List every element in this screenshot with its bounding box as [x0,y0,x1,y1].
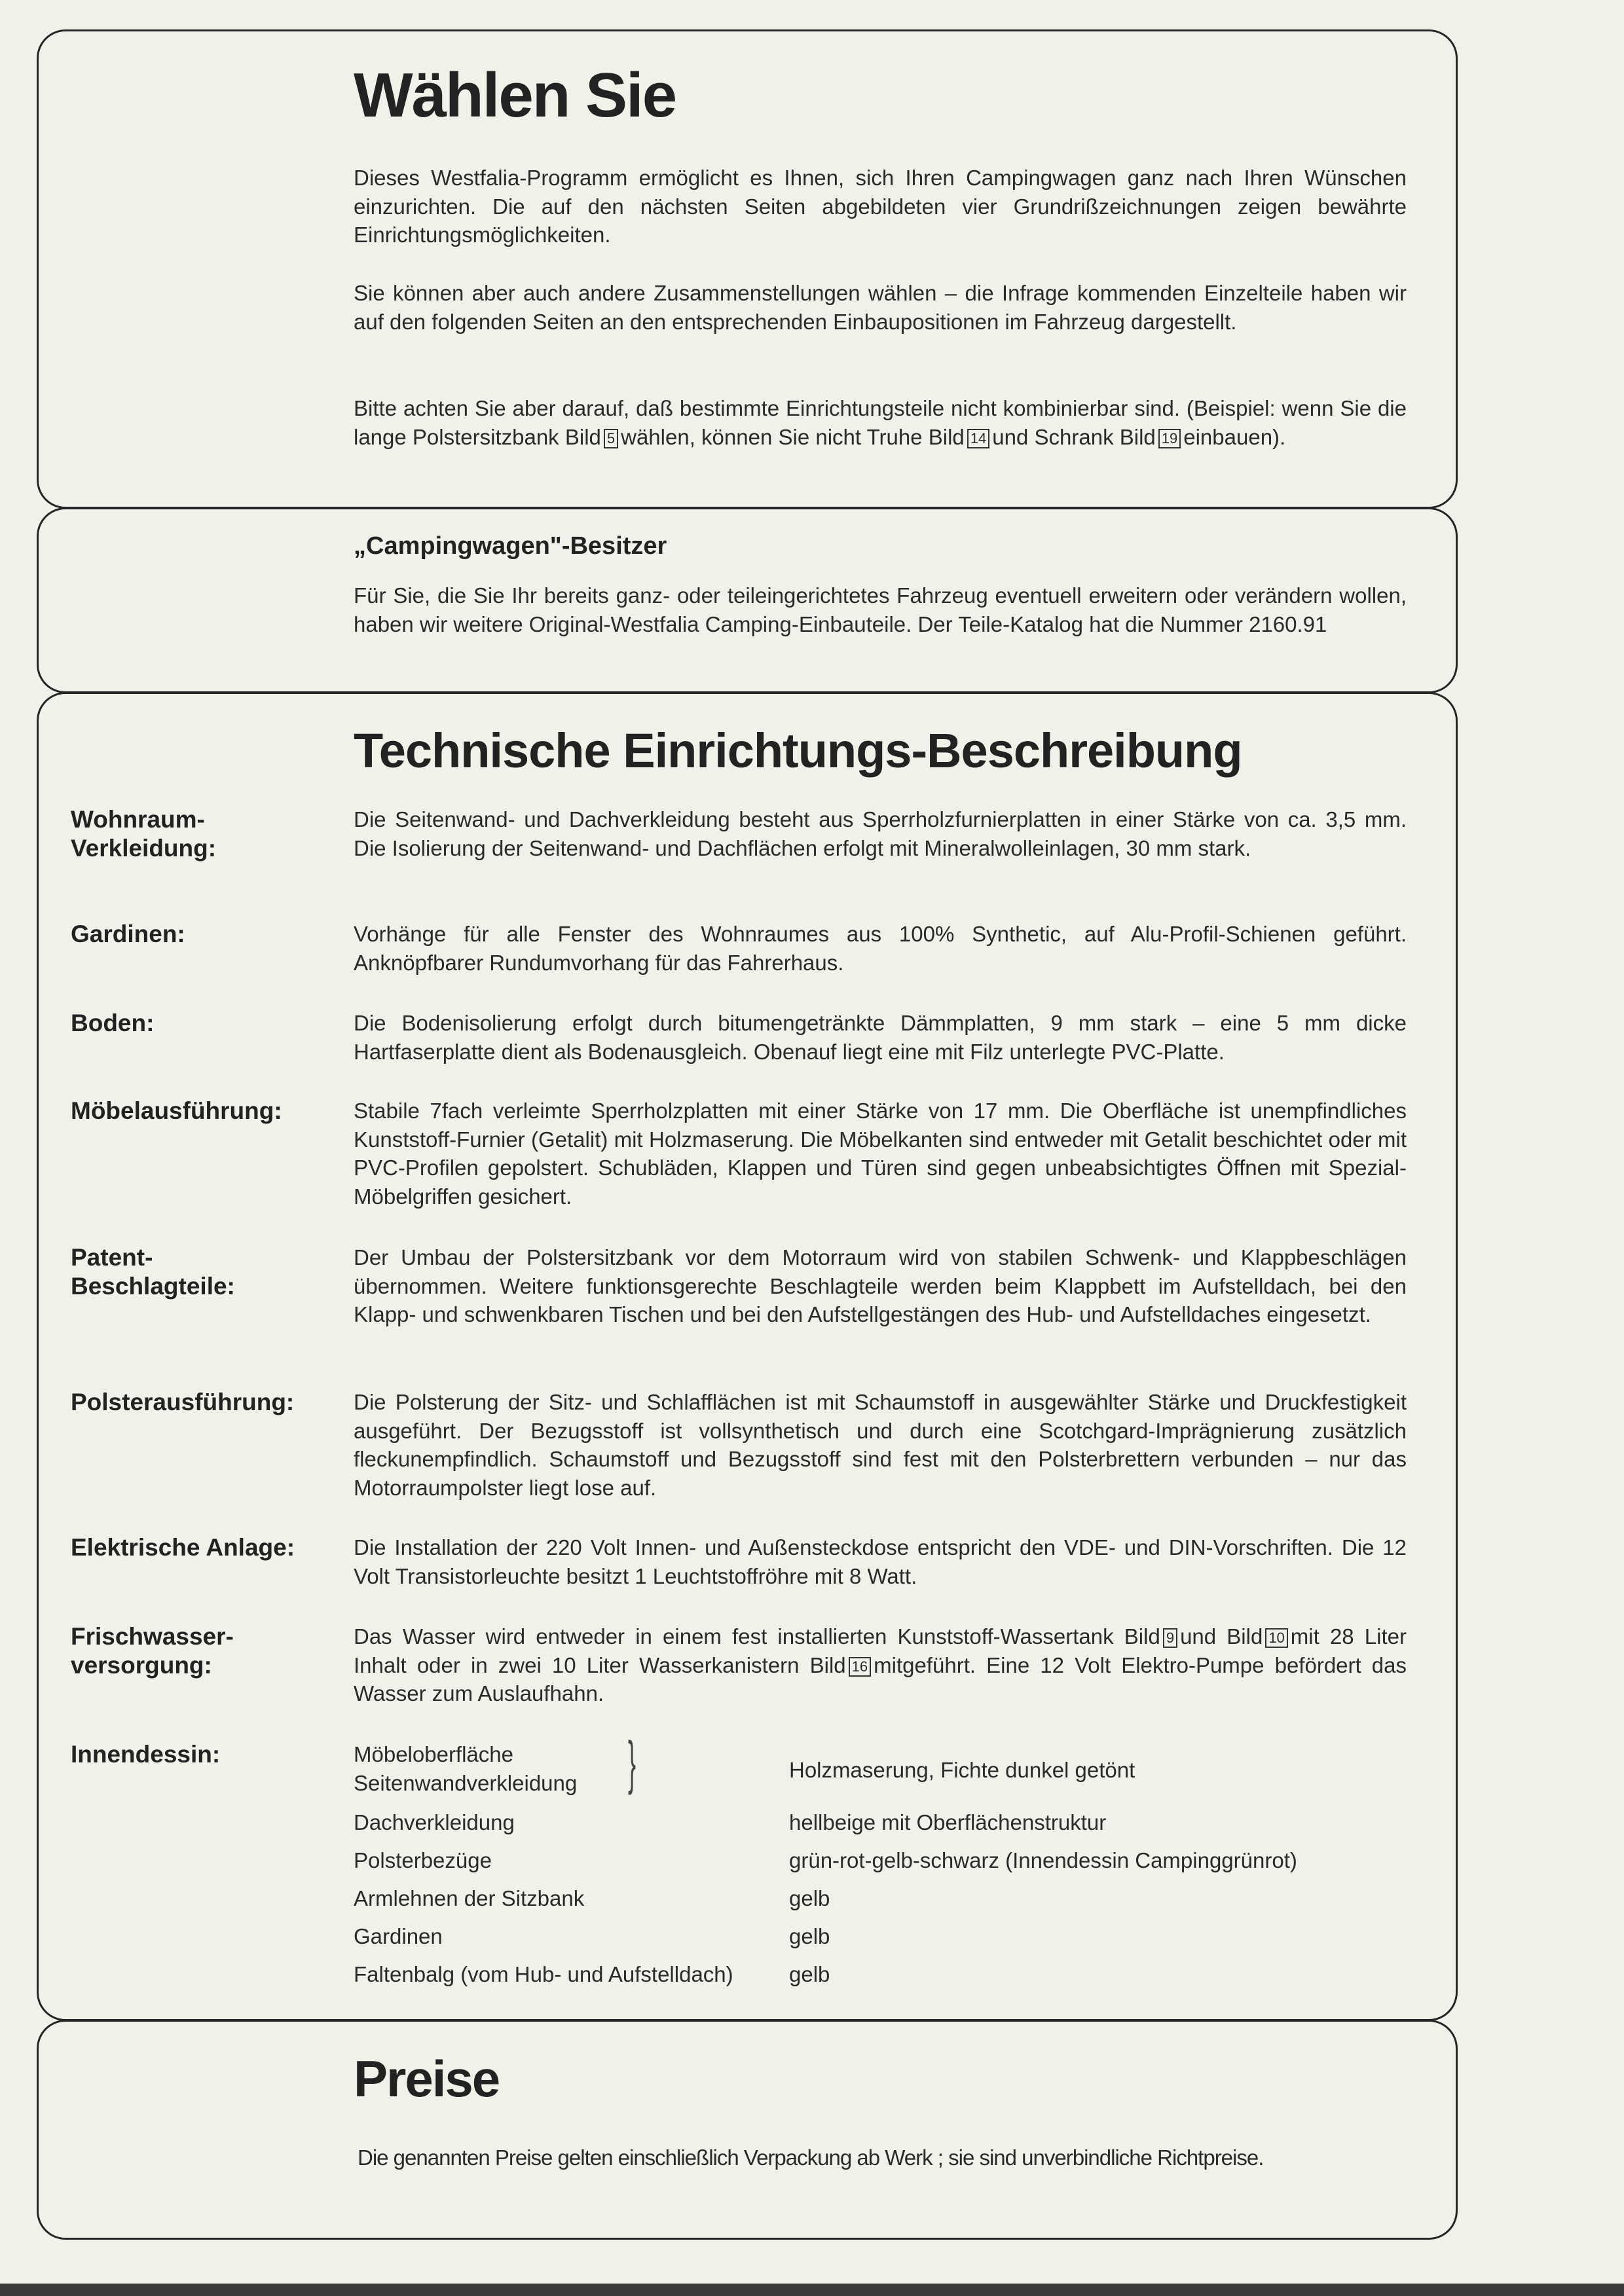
text: wählen, können Sie nicht Truhe Bild [621,424,965,449]
figure-ref: 9 [1163,1628,1177,1648]
tech-item-label: Frischwasser- versorgung: [71,1623,234,1679]
intro-title: Wählen Sie [354,60,676,130]
tech-item-label: Innendessin: [71,1741,221,1768]
tech-item-label: Wohnraum- Verkleidung: [71,806,217,862]
tech-item-label: Möbelausführung: [71,1097,282,1124]
prices-text: Die genannten Preise gelten einschließlich Verpackung ab Werk ; sie sind unverbindliche Richtpreise. [358,2145,1264,2170]
owners-text: Für Sie, die Sie Ihr bereits ganz- oder teileingerichtetes Fahrzeug eventuell erweitern oder verändern wollen, haben wir weitere Original-Westfalia Camping-Einbauteile. Der Teile-Katalog hat die Nummer 2160.91 [354,583,1407,636]
text: mitgeführt. Eine 12 Volt Elektro-Pumpe befördert das Wasser zum Auslaufhahn. [354,1652,1407,1706]
tech-item-text: Die Polsterung der Sitz- und Schlafflächen ist mit Schaumstoff in ausgewählter Stärke und Druckfestigkeit ausgeführt. Der Bezugsstoff ist vollsynthetisch und durch eine Scotchgard-Imprägnierung zusätzlich fleckunempfindlich. Schaumstoff und Bezugsstoff sind fest mit den Polsterbrettern verbunden – nur das Motorraumpolster liegt lose auf. [354,1390,1407,1500]
intro-paragraph-2: Sie können aber auch andere Zusammenstellungen wählen – die Infrage kommenden Einzelteile haben wir auf den folgenden Seiten an den entsprechenden Einbaupositionen im Fahrzeug dargestellt. [354,281,1407,334]
tech-item-text [354,1622,1407,1708]
tech-item-text: Die Installation der 220 Volt Innen- und Außensteckdose entspricht den VDE- und DIN-Vorschriften. Die 12 Volt Transistorleuchte besitzt 1 Leuchtstoffröhre mit 8 Watt. [354,1535,1407,1588]
design-term: Polsterbezüge [354,1848,492,1872]
tech-item-label: Elektrische Anlage: [71,1534,295,1561]
brace: } [628,1730,637,1796]
owners-heading: „Campingwagen"-Besitzer [354,532,667,560]
design-term: Armlehnen der Sitzbank [354,1886,585,1910]
design-value: gelb [789,1924,830,1948]
tech-title: Technische Einrichtungs-Beschreibung [354,723,1242,778]
tech-item-text: Die Seitenwand- und Dachverkleidung besteht aus Sperrholzfurnierplatten in einer Stärke von ca. 3,5 mm. Die Isolierung der Seitenwand- und Dachflächen erfolgt mit Mineralwolleinlagen, 30 mm stark. [354,807,1407,860]
text: einbauen). [1183,424,1286,449]
design-term: Faltenbalg (vom Hub- und Aufstelldach) [354,1962,733,1986]
intro-paragraph-1: Dieses Westfalia-Programm ermöglicht es Ihnen, sich Ihren Campingwagen ganz nach Ihren Wünschen einzurichten. Die auf den nächsten Seiten abgebildeten vier Grundrißzeichnungen zeigen bewährte Einrichtungsmöglichkeiten. [354,166,1407,247]
design-term: Seitenwandverkleidung [354,1771,578,1795]
tech-item-label: Polsterausführung: [71,1389,295,1415]
text: Bitte achten Sie aber darauf, daß bestimmte Einrichtungsteile nicht kombinierbar sind. (Beispiel: wenn Sie die lange Polstersitzbank Bild [354,396,1407,449]
tech-item-text: Stabile 7fach verleimte Sperrholzplatten mit einer Stärke von 17 mm. Die Oberfläche ist unempfindliches Kunststoff-Furnier (Getalit) mit Holzmaserung. Die Möbelkanten sind entweder mit Getalit beschichtet oder mit PVC-Profilen gepolstert. Schubläden, Klappen und Türen sind gegen unbeabsichtigtes Öffnen mit Spezial-Möbelgriffen gesichert. [354,1099,1407,1209]
design-term: Dachverkleidung [354,1810,515,1834]
design-value: gelb [789,1962,830,1986]
figure-ref: 14 [967,429,989,448]
design-term: Möbeloberfläche [354,1742,513,1766]
figure-ref: 16 [849,1657,871,1677]
figure-ref: 19 [1158,429,1181,448]
intro-paragraph-3 [354,394,1407,451]
text: mit 28 Liter Inhalt oder in zwei 10 Liter Wasserkanistern Bild [354,1624,1407,1677]
tech-item-text: Die Bodenisolierung erfolgt durch bitumengetränkte Dämmplatten, 9 mm stark – eine 5 mm dicke Hartfaserplatte dient als Bodenausgleich. Obenauf liegt eine mit Filz unterlegte PVC-Platte. [354,1011,1407,1064]
design-value: grün-rot-gelb-schwarz (Innendessin Campinggrünrot) [789,1848,1297,1872]
text: und Bild [1180,1624,1263,1649]
text: Das Wasser wird entweder in einem fest installierten Kunststoff-Wassertank Bild [354,1624,1160,1649]
design-value: gelb [789,1886,830,1910]
text: und Schrank Bild [992,424,1156,449]
design-value: Holzmaserung, Fichte dunkel getönt [789,1758,1135,1782]
design-term: Gardinen [354,1924,443,1948]
scan-edge [0,2284,1624,2296]
prices-title: Preise [354,2050,500,2107]
design-value: hellbeige mit Oberflächenstruktur [789,1810,1107,1834]
tech-item-text: Der Umbau der Polstersitzbank vor dem Motorraum wird von stabilen Schwenk- und Klappbeschlägen übernommen. Weitere funktionsgerechte Beschlagteile werden beim Klappbett im Aufstelldach, bei den Klapp- und schwenkbaren Tischen und bei den Aufstellgestängen des Hub- und Aufstelldaches eingesetzt. [354,1245,1407,1327]
tech-item-text: Vorhänge für alle Fenster des Wohnraumes aus 100% Synthetic, auf Alu-Profil-Schienen geführt. Anknöpfbarer Rundumvorhang für das Fahrerhaus. [354,922,1407,975]
tech-item-label: Patent- Beschlagteile: [71,1244,235,1300]
tech-box [37,692,1458,2021]
tech-item-label: Boden: [71,1010,155,1036]
tech-item-label: Gardinen: [71,920,185,947]
figure-ref: 5 [604,429,618,448]
figure-ref: 10 [1265,1628,1287,1648]
